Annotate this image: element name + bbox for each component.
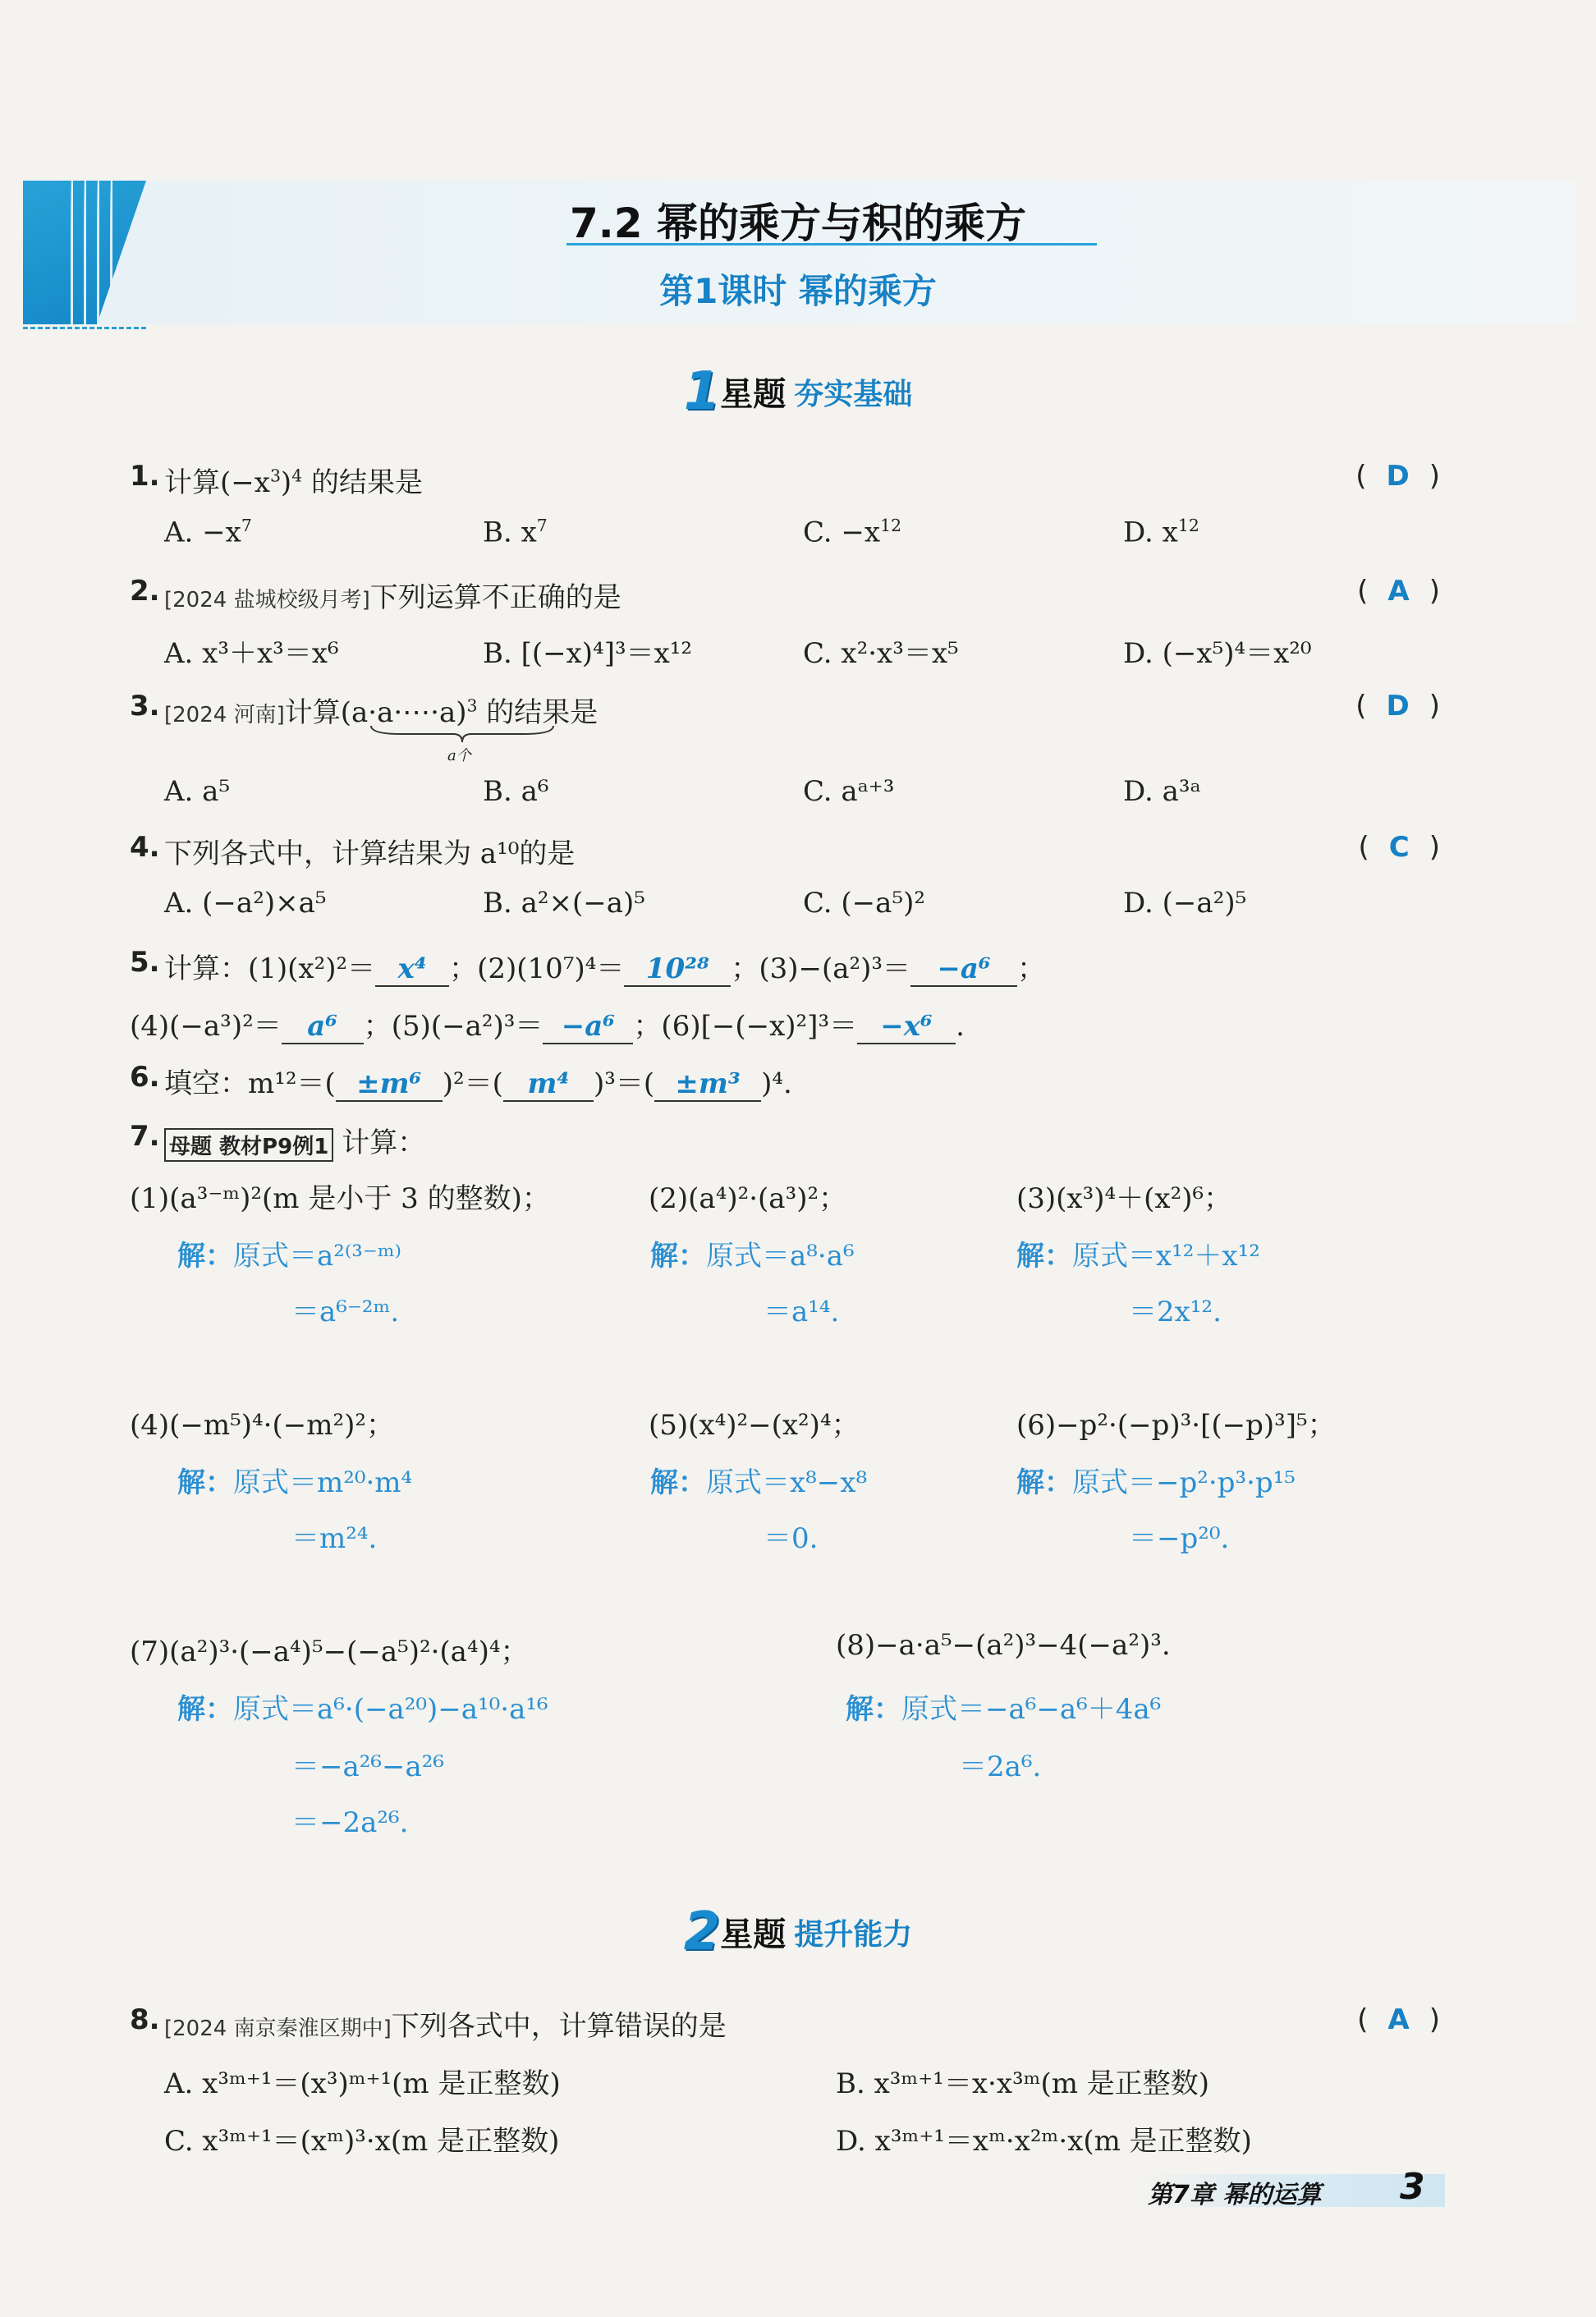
- solution-label: 解：: [846, 1693, 901, 1726]
- option-d: D. (−a²)⁵: [1123, 887, 1247, 920]
- lesson-title: 7.2 幂的乘方与积的乘方: [570, 200, 1026, 247]
- q3-text-a: 计算(a·a·⋯·a): [284, 696, 467, 729]
- section-heading-basic: [0, 361, 1596, 422]
- question-text: [130, 1003, 965, 1044]
- chapter-label: 第7章 幂的运算: [1148, 2181, 1322, 2209]
- option-b: [483, 516, 548, 548]
- option-a: A. x³＋x³＝x⁶: [164, 637, 339, 670]
- solution-6: [1016, 1460, 1296, 1500]
- question-text: 下列各式中，计算结果为 a¹⁰的是: [164, 837, 576, 870]
- q5-part-4: ；: [1017, 952, 1046, 985]
- answer-bracket: ( C ): [1358, 831, 1440, 864]
- question-number: 2.: [130, 575, 160, 608]
- q1-exp-inner: 3: [269, 466, 281, 486]
- solution-4-step-1: 原式＝m²⁰·m⁴: [233, 1466, 413, 1499]
- q3-text-c: 的结果是: [477, 696, 598, 729]
- solution-6-step-2: ＝−p²⁰.: [1129, 1522, 1230, 1555]
- option-c-text: C. −x: [803, 516, 881, 549]
- question-text: [164, 1061, 792, 1102]
- solution-7-step-2: ＝−a²⁶−a²⁶: [291, 1750, 445, 1783]
- question-text: [164, 946, 1045, 987]
- q5-part-1: 计算：(1)(x²)²＝: [164, 952, 376, 985]
- section-star-label: 星题: [720, 1916, 787, 1954]
- q6-part-2: )²＝(: [442, 1067, 503, 1100]
- q7-problem-3: (3)(x³)⁴＋(x²)⁶；: [1016, 1182, 1232, 1215]
- option-d-exp: 12: [1177, 516, 1199, 535]
- solution-1-step-2: ＝a⁶⁻²ᵐ.: [291, 1296, 400, 1328]
- solution-5-step-2: ＝0.: [764, 1522, 819, 1555]
- q7-problem-6: (6)−p²·(−p)³·[(−p)³]⁵；: [1016, 1409, 1336, 1442]
- q1-text-a: 计算(−x: [164, 466, 270, 499]
- page-number: 3: [1400, 2166, 1425, 2208]
- q1-text-c: ): [280, 466, 292, 499]
- solution-2: [650, 1233, 855, 1273]
- solution-8-step-1: 原式＝−a⁶−a⁶＋4a⁶: [901, 1693, 1162, 1726]
- solution-3: [1016, 1233, 1260, 1273]
- q7-problem-4: (4)(−m⁵)⁴·(−m²)²；: [130, 1409, 395, 1442]
- option-a-text: A. −x: [164, 516, 241, 549]
- option-b: B. [(−x)⁴]³＝x¹²: [483, 637, 693, 670]
- section-heading-advanced: [0, 1902, 1596, 1962]
- answer-blank: −x⁶: [857, 1010, 956, 1044]
- answer-blank: ±m⁶: [336, 1067, 443, 1102]
- q7-problem-7: (7)(a²)³·(−a⁴)⁵−(−a⁵)²·(a⁴)⁴；: [130, 1636, 529, 1668]
- option-b-text: B. x: [483, 516, 537, 549]
- q5-part-3: ；(3)−(a²)³＝: [731, 952, 911, 985]
- answer-letter: D: [1386, 460, 1410, 493]
- option-c: C. aᵃ⁺³: [803, 775, 895, 808]
- answer-bracket: ( A ): [1357, 2003, 1440, 2036]
- question-number: 3.: [130, 690, 160, 723]
- section-star-number: 1: [683, 361, 721, 422]
- answer-letter: C: [1388, 831, 1410, 864]
- option-d: D. (−x⁵)⁴＝x²⁰: [1123, 637, 1312, 670]
- question-number: 4.: [130, 831, 160, 864]
- q3-exp: 3: [466, 695, 478, 716]
- option-a: A. x³ᵐ⁺¹＝(x³)ᵐ⁺¹(m 是正整数): [164, 2067, 561, 2100]
- question-text: [164, 460, 423, 500]
- q6-part-3: )³＝(: [593, 1067, 655, 1100]
- answer-letter: D: [1386, 690, 1410, 723]
- question-text: [164, 1120, 425, 1162]
- option-d: D. a³ᵃ: [1123, 775, 1201, 808]
- question-number: 7.: [130, 1120, 160, 1153]
- option-b: B. x³ᵐ⁺¹＝x·x³ᵐ(m 是正整数): [836, 2067, 1210, 2100]
- question-source: [2024 盐城校级月考]: [164, 588, 370, 613]
- solution-label: 解：: [650, 1240, 706, 1273]
- solution-1: [177, 1233, 401, 1273]
- lesson-subtitle: 第1课时 幂的乘方: [659, 271, 937, 311]
- header-dash-line: [23, 327, 146, 329]
- answer-blank: ±m³: [654, 1067, 761, 1102]
- solution-7-step-1: 原式＝a⁶·(−a²⁰)−a¹⁰·a¹⁶: [233, 1693, 548, 1726]
- q1-text-e: 的结果是: [302, 466, 423, 499]
- option-c-exp: 12: [880, 516, 902, 535]
- solution-2-step-1: 原式＝a⁸·a⁶: [706, 1240, 855, 1273]
- solution-label: 解：: [177, 1466, 233, 1499]
- solution-label: 解：: [177, 1240, 233, 1273]
- solution-2-step-2: ＝a¹⁴.: [764, 1296, 840, 1328]
- answer-bracket: ( A ): [1357, 575, 1440, 608]
- question-number: 5.: [130, 946, 160, 979]
- q5-part-2: ；(2)(10⁷)⁴＝: [449, 952, 625, 985]
- solution-3-step-1: 原式＝x¹²＋x¹²: [1072, 1240, 1260, 1273]
- question-number: 1.: [130, 460, 160, 493]
- question-text: [164, 2003, 727, 2044]
- q5-part-7: ；(6)[−(−x)²]³＝: [633, 1010, 858, 1043]
- question-number: 6.: [130, 1061, 160, 1094]
- option-d: [1123, 516, 1199, 548]
- section-star-number: 2: [683, 1902, 721, 1962]
- question-text: [164, 575, 621, 615]
- question-number: 8.: [130, 2003, 160, 2036]
- option-d-text: D. x: [1123, 516, 1178, 549]
- section-name: 夯实基础: [794, 377, 913, 411]
- solution-4-step-2: ＝m²⁴.: [291, 1522, 378, 1555]
- q5-part-5: (4)(−a³)²＝: [130, 1010, 282, 1043]
- solution-label: 解：: [177, 1693, 233, 1726]
- q5-part-8: .: [956, 1010, 965, 1043]
- q7-problem-1: (1)(a³⁻ᵐ)²(m 是小于 3 的整数)；: [130, 1182, 550, 1215]
- solution-8-step-2: ＝2a⁶.: [959, 1750, 1042, 1783]
- answer-letter: A: [1387, 575, 1410, 608]
- option-a: [164, 516, 252, 548]
- option-d: D. x³ᵐ⁺¹＝xᵐ·x²ᵐ·x(m 是正整数): [836, 2125, 1252, 2158]
- question-source: [2024 南京秦淮区期中]: [164, 2016, 392, 2041]
- question-source: [2024 河南]: [164, 703, 285, 727]
- answer-bracket: ( D ): [1355, 690, 1440, 723]
- q7-text: 计算：: [342, 1126, 426, 1159]
- option-c: C. (−a⁵)²: [803, 887, 925, 920]
- solution-5-step-1: 原式＝x⁸−x⁸: [706, 1466, 868, 1499]
- solution-8: [846, 1686, 1161, 1727]
- q8-text: 下列各式中，计算错误的是: [391, 2010, 727, 2043]
- title-underline: [566, 243, 1097, 245]
- answer-letter: A: [1387, 2003, 1410, 2036]
- answer-bracket: ( D ): [1355, 460, 1440, 493]
- solution-5: [650, 1460, 867, 1500]
- q2-text: 下列运算不正确的是: [369, 581, 621, 614]
- solution-1-step-1: 原式＝a²⁽³⁻ᵐ⁾: [233, 1240, 402, 1273]
- section-star-label: 星题: [720, 375, 787, 414]
- option-a-exp: 7: [241, 516, 252, 535]
- option-b-exp: 7: [536, 516, 548, 535]
- solution-4: [177, 1460, 412, 1500]
- q5-part-6: ；(5)(−a²)³＝: [363, 1010, 543, 1043]
- answer-blank: x⁴: [375, 952, 449, 987]
- solution-7: [177, 1686, 548, 1727]
- option-b: B. a⁶: [483, 775, 549, 808]
- q1-exp-outer: 4: [291, 466, 303, 486]
- answer-blank: −a⁶: [910, 952, 1017, 987]
- answer-blank: m⁴: [503, 1067, 594, 1102]
- answer-blank: a⁶: [282, 1010, 364, 1044]
- option-a: A. (−a²)×a⁵: [164, 887, 327, 920]
- solution-label: 解：: [1016, 1466, 1072, 1499]
- underbrace-label-text: a个: [447, 747, 471, 764]
- answer-blank: 10²⁸: [624, 952, 731, 987]
- solution-label: 解：: [1016, 1240, 1072, 1273]
- option-c: [803, 516, 901, 548]
- solution-7-step-3: ＝−2a²⁶.: [291, 1806, 409, 1839]
- section-name: 提升能力: [794, 1917, 913, 1952]
- q7-problem-2: (2)(a⁴)²·(a³)²；: [649, 1182, 847, 1215]
- answer-blank: −a⁶: [543, 1010, 633, 1044]
- option-c: C. x²·x³＝x⁵: [803, 637, 959, 670]
- solution-6-step-1: 原式＝−p²·p³·p¹⁵: [1072, 1466, 1296, 1499]
- q7-problem-5: (5)(x⁴)²−(x²)⁴；: [649, 1409, 860, 1442]
- option-b: B. a²×(−a)⁵: [483, 887, 645, 920]
- q6-part-1: 填空：m¹²＝(: [164, 1067, 336, 1100]
- q6-part-4: )⁴.: [761, 1067, 792, 1100]
- source-tag: 母题 教材P9例1: [164, 1128, 333, 1162]
- solution-label: 解：: [650, 1466, 706, 1499]
- option-c: C. x³ᵐ⁺¹＝(xᵐ)³·x(m 是正整数): [164, 2125, 560, 2158]
- option-a: A. a⁵: [164, 775, 231, 808]
- solution-3-step-2: ＝2x¹².: [1129, 1296, 1222, 1328]
- q7-problem-8: (8)−a·a⁵−(a²)³−4(−a²)³.: [836, 1629, 1171, 1662]
